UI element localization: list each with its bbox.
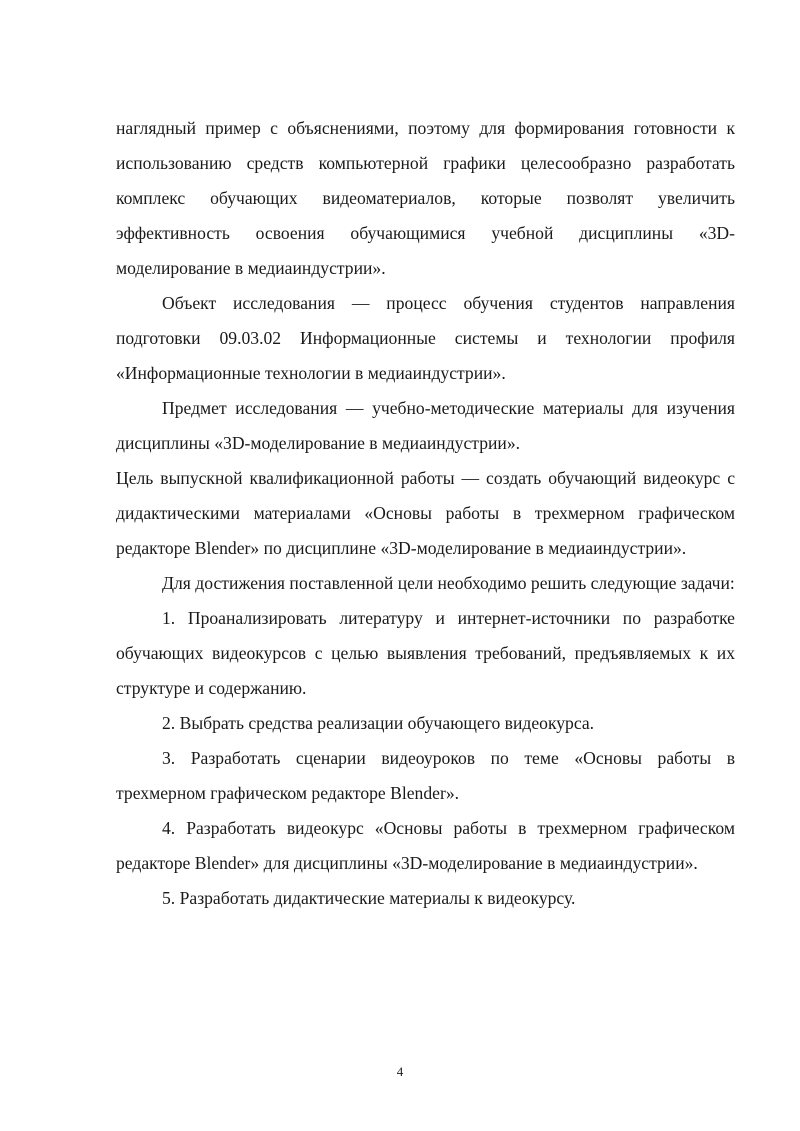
page-number: 4 bbox=[396, 1064, 404, 1079]
paragraph-thesis-goal: Цель выпускной квалификационной работы — создать обучающий видеокурс с дидактическими материалами «Основы работы в трехмерном графическом редакторе Blender» по дисциплине «3D-моделирование в медиаиндустрии». bbox=[116, 468, 735, 558]
paragraph-research-subject: Предмет исследования — учебно-методические материалы для изучения дисциплины «3D-моделирование в медиаиндустрии». bbox=[116, 398, 735, 453]
task-item-1: 1. Проанализировать литературу и интернет-источники по разработке обучающих видеокурсов с целью выявления требований, предъявляемых к их структуре и содержанию. bbox=[116, 608, 735, 698]
paragraph-tasks-intro: Для достижения поставленной цели необходимо решить следующие задачи: bbox=[162, 573, 735, 593]
task-item-4: 4. Разработать видеокурс «Основы работы в трехмерном графическом редакторе Blender» для дисциплины «3D-моделирование в медиаиндустрии». bbox=[116, 818, 735, 873]
task-item-3: 3. Разработать сценарии видеоуроков по теме «Основы работы в трехмерном графическом редакторе Blender». bbox=[116, 748, 735, 803]
task-item-2: 2. Выбрать средства реализации обучающего видеокурса. bbox=[162, 713, 595, 733]
paragraph-continuation: наглядный пример с объяснениями, поэтому для формирования готовности к использованию средств компьютерной графики целесообразно разработать комплекс обучающих видеоматериалов, которые позволят увеличить эффективность освоения обучающимися учебной дисциплины «3D-моделирование в медиаиндустрии». bbox=[116, 118, 735, 278]
task-item-5: 5. Разработать дидактические материалы к видеокурсу. bbox=[162, 888, 576, 908]
document-body bbox=[116, 111, 735, 916]
paragraph-research-object: Объект исследования — процесс обучения студентов направления подготовки 09.03.02 Информационные системы и технологии профиля «Информационные технологии в медиаиндустрии». bbox=[116, 293, 735, 383]
